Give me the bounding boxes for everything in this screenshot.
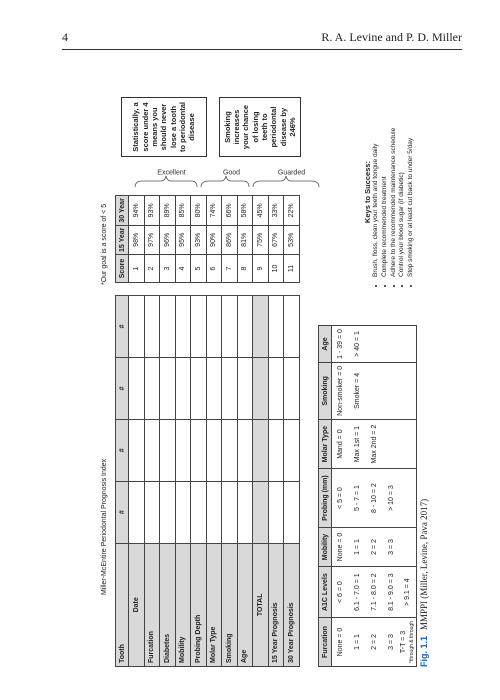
age-header: Age (319, 326, 332, 363)
total-cell[interactable] (253, 296, 269, 358)
30-year-cell: 80% (191, 196, 207, 225)
row-label: Diabetes (160, 543, 176, 666)
keys-to-success (363, 97, 416, 287)
form-cell[interactable] (268, 419, 284, 481)
key-cell: Mand = 0 (332, 419, 349, 468)
table-row (206, 296, 222, 667)
table-row (129, 296, 145, 667)
form-cell[interactable] (144, 296, 160, 358)
band-excellent: Excellent (157, 169, 186, 177)
15-year-cell: 98% (129, 225, 145, 254)
15-year-cell: 53% (284, 225, 300, 254)
form-cell[interactable] (129, 481, 145, 543)
key-cell: > 10 = 3 (383, 469, 400, 528)
score-cell: 3 (160, 255, 176, 283)
prognosis-form-table (115, 295, 300, 667)
table-row (332, 326, 349, 667)
key-cell: 1 = 1 (349, 527, 366, 566)
score-cell: 7 (222, 255, 238, 283)
row-label: Probing Depth (191, 543, 207, 666)
key-cell: 5 - 7 = 1 (349, 469, 366, 528)
figure-caption (419, 499, 429, 667)
key-cell: 6.1 - 7.0 = 1 (349, 567, 366, 618)
key-cell (400, 527, 417, 566)
form-cell[interactable] (222, 419, 238, 481)
form-cell[interactable] (284, 296, 300, 358)
form-title: Miller-McEntire Periodontal Prognosis Index (101, 458, 108, 595)
form-cell[interactable] (206, 481, 222, 543)
15-year-cell: 67% (268, 225, 284, 254)
form-cell[interactable] (144, 357, 160, 419)
key-cell: > 40 = 1 (349, 326, 366, 363)
score-header: Score (116, 255, 129, 283)
table-row (191, 296, 207, 667)
row-label: Date (129, 543, 145, 666)
key-cell (383, 362, 400, 419)
form-cell[interactable] (175, 296, 191, 358)
table-row (222, 196, 238, 283)
score-cell: 8 (237, 255, 253, 283)
key-cell (366, 326, 383, 363)
scoring-key-table (318, 325, 417, 667)
table-row (160, 196, 176, 283)
furcation-header: Furcation (319, 618, 332, 667)
form-cell[interactable] (206, 419, 222, 481)
score-cell: 4 (175, 255, 191, 283)
form-cell[interactable] (237, 296, 253, 358)
tooth-number-header: # (116, 357, 129, 419)
page-header (62, 30, 462, 48)
form-cell[interactable] (160, 419, 176, 481)
score-table (115, 195, 300, 283)
key-cell (366, 362, 383, 419)
15-year-cell: 93% (191, 225, 207, 254)
form-cell[interactable] (206, 357, 222, 419)
form-cell[interactable] (268, 357, 284, 419)
keys-list (372, 97, 416, 287)
form-cell[interactable] (191, 357, 207, 419)
table-row (191, 196, 207, 283)
form-cell[interactable] (160, 481, 176, 543)
form-cell[interactable] (284, 357, 300, 419)
table-row (144, 196, 160, 283)
score-cell: 9 (253, 255, 269, 283)
form-cell[interactable] (175, 357, 191, 419)
running-head-authors: R. A. Levine and P. D. Miller (321, 30, 462, 44)
form-cell[interactable] (284, 419, 300, 481)
table-row (175, 196, 191, 283)
form-cell[interactable] (175, 419, 191, 481)
form-cell[interactable] (129, 419, 145, 481)
list-item: • Brush, floss, clean your teeth and tongue daily (372, 97, 381, 277)
table-row (206, 196, 222, 283)
table-row (160, 296, 176, 667)
key-cell: 3 = 3 (383, 527, 400, 566)
total-cell[interactable] (253, 481, 269, 543)
probing-header: Probing (mm) (319, 469, 332, 528)
header-rule (62, 49, 462, 50)
table-row (175, 296, 191, 667)
key-cell (383, 326, 400, 363)
15-year-header: 15 Year (116, 225, 129, 254)
key-cell: < 5 = 0 (332, 469, 349, 528)
figure-label: Fig. 1.1 (419, 635, 429, 667)
key-cell: 2 = 2 (366, 527, 383, 566)
smoking-header: Smoking (319, 362, 332, 419)
key-cell: 1 - 39 = 0 (332, 326, 349, 363)
30-year-header: 30 Year (116, 196, 129, 225)
form-cell[interactable] (129, 357, 145, 419)
score-cell: 6 (206, 255, 222, 283)
table-row (366, 326, 383, 667)
key-cell: None = 0 (332, 527, 349, 566)
furcation-tt-value: T-T = 3 (400, 630, 408, 654)
30-year-cell: 94% (129, 196, 145, 225)
excellent-brace (135, 176, 197, 187)
form-cell[interactable] (160, 357, 176, 419)
key-cell: Smoker = 4 (349, 362, 366, 419)
30-year-cell: 22% (284, 196, 300, 225)
tooth-number-header: # (116, 419, 129, 481)
15-year-cell: 90% (206, 225, 222, 254)
tooth-number-header: # (116, 481, 129, 543)
band-guarded: Guarded (277, 169, 306, 177)
row-label: 30 Year Prognosis (284, 543, 300, 666)
30-year-cell: 45% (253, 196, 269, 225)
page-number: 4 (62, 30, 68, 44)
score-cell: 1 (129, 255, 145, 283)
table-header-row (116, 296, 129, 667)
form-cell[interactable] (144, 419, 160, 481)
form-cell[interactable] (175, 481, 191, 543)
form-cell[interactable] (206, 296, 222, 358)
goal-note: *Our goal is a score of < 5 (101, 203, 108, 285)
total-cell[interactable] (253, 357, 269, 419)
key-cell (400, 618, 417, 667)
row-label: 15 Year Prognosis (268, 543, 284, 666)
form-cell[interactable] (268, 481, 284, 543)
key-cell: < 6 = 0 (332, 567, 349, 618)
30-year-cell: 93% (144, 196, 160, 225)
table-row (253, 196, 269, 283)
30-year-cell: 58% (237, 196, 253, 225)
score-cell: 2 (144, 255, 160, 283)
table-row (400, 326, 417, 667)
15-year-cell: 96% (160, 225, 176, 254)
form-cell[interactable] (284, 481, 300, 543)
note-box-score: Statistically, a score under 4 means you should never lose a tooth to periodontal disease (121, 97, 207, 157)
form-cell[interactable] (237, 357, 253, 419)
table-row (284, 296, 300, 667)
row-label: Furcation (144, 543, 160, 666)
list-item: • Complete recommended treatment (381, 97, 390, 277)
form-cell[interactable] (191, 481, 207, 543)
table-header-row (116, 196, 129, 283)
form-cell[interactable] (237, 419, 253, 481)
form-cell[interactable] (222, 357, 238, 419)
key-cell: Max 2nd = 2 (366, 419, 383, 468)
table-row (237, 196, 253, 283)
30-year-cell: 33% (268, 196, 284, 225)
15-year-cell: 95% (175, 225, 191, 254)
key-cell (383, 419, 400, 468)
tooth-number-header: # (116, 296, 129, 358)
guarded-brace (253, 176, 319, 187)
key-cell (400, 419, 417, 468)
form-cell[interactable] (237, 481, 253, 543)
a1c-header: A1C Levels (319, 567, 332, 618)
form-cell[interactable] (129, 296, 145, 358)
good-brace (201, 176, 249, 187)
list-item: • Adhere to the recommended maintenance schedule (390, 97, 399, 277)
tooth-header: Tooth (116, 543, 129, 666)
15-year-cell: 81% (237, 225, 253, 254)
form-cell[interactable] (191, 296, 207, 358)
30-year-cell: 85% (175, 196, 191, 225)
row-label: Molar Type (206, 543, 222, 666)
prognosis-figure (73, 90, 438, 675)
30-year-cell: 74% (206, 196, 222, 225)
key-cell: 7.1 - 8.0 = 2 (366, 567, 383, 618)
30-year-cell: 66% (222, 196, 238, 225)
total-cell[interactable] (253, 419, 269, 481)
table-row (222, 296, 238, 667)
form-cell[interactable] (160, 296, 176, 358)
key-cell: 8.1 - 9.0 = 3 (383, 567, 400, 618)
table-row (237, 296, 253, 667)
list-item: • Stop smoking or at least cut back to under 5/day (407, 97, 416, 277)
key-cell (400, 362, 417, 419)
15-year-cell: 86% (222, 225, 238, 254)
keys-title: Keys to Success: (363, 160, 372, 224)
note-box-smoking: Smoking increases your chance of losing teeth to periodontal disease by 246% (219, 97, 301, 157)
table-row (129, 196, 145, 283)
30-year-cell: 89% (160, 196, 176, 225)
key-cell: 2 = 2 (366, 618, 383, 667)
form-cell[interactable] (268, 296, 284, 358)
row-label: Smoking (222, 543, 238, 666)
list-item: • Control your blood sugar (if diabetic) (398, 97, 407, 277)
total-label: TOTAL (253, 543, 269, 666)
form-cell[interactable] (222, 481, 238, 543)
key-cell: Non-smoker = 0 (332, 362, 349, 419)
table-row (349, 326, 366, 667)
key-cell: None = 0 (332, 618, 349, 667)
table-row (383, 326, 400, 667)
score-cell: 10 (268, 255, 284, 283)
key-cell (400, 326, 417, 363)
score-cell: 5 (191, 255, 207, 283)
caption-text: MMPPI (Miller, Levine, Pava 2017) (419, 498, 429, 630)
table-row (268, 196, 284, 283)
key-cell: 3 = 3 (383, 618, 400, 667)
row-label: Age (237, 543, 253, 666)
furcation-note: *through & through (408, 621, 415, 663)
key-cell: Max 1st = 1 (349, 419, 366, 468)
key-cell: 1 = 1 (349, 618, 366, 667)
molar-type-header: Molar Type (319, 419, 332, 468)
table-row (144, 296, 160, 667)
mobility-header: Mobility (319, 527, 332, 566)
table-row (284, 196, 300, 283)
15-year-cell: 97% (144, 225, 160, 254)
total-row (253, 296, 269, 667)
band-good: Good (222, 169, 241, 177)
key-cell (400, 469, 417, 528)
row-label: Mobility (175, 543, 191, 666)
table-row (268, 296, 284, 667)
key-cell: 8 - 10 = 2 (366, 469, 383, 528)
15-year-cell: 75% (253, 225, 269, 254)
form-cell[interactable] (222, 296, 238, 358)
table-header-row (319, 326, 332, 667)
score-cell: 11 (284, 255, 300, 283)
form-cell[interactable] (144, 481, 160, 543)
form-cell[interactable] (191, 419, 207, 481)
key-cell: > 9.1 = 4 (400, 567, 417, 618)
